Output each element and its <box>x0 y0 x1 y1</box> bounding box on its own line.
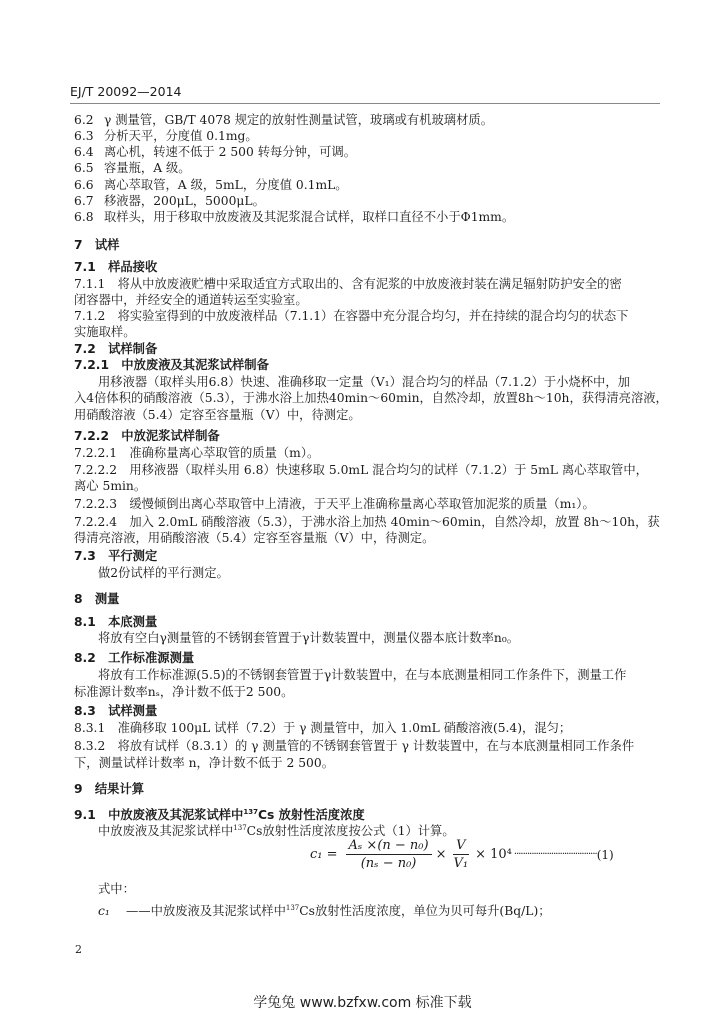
section-8-3-title: 8.3 试样测量 <box>74 704 158 718</box>
section-8-title: 8 测量 <box>74 592 120 606</box>
item-6-3: 6.3 分析天平，分度值 0.1mg。 <box>74 129 258 143</box>
para-7-2-2-2-l1: 7.2.2.2 用移液器（取样头用 6.8）快速移取 5.0mL 混合均匀的试样（7.1.2）于 5mL 离心萃取管中， <box>74 463 648 477</box>
section-7-title: 7 试样 <box>74 238 120 252</box>
para-8-1: 将放有空白γ测量管的不锈钢套管置于γ计数装置中，测量仪器本底计数率n₀。 <box>98 631 520 645</box>
para-7-2-1-l1: 用移液器（取样头用6.8）快速、准确移取一定量（V₁）混合均匀的样品（7.1.2）于小烧杯中，加 <box>98 375 630 389</box>
item-6-2: 6.2 γ 测量管，GB/T 4078 规定的放射性测量试管，玻璃或有机玻璃材质。 <box>74 113 493 127</box>
section-8-1-title: 8.1 本底测量 <box>74 615 158 629</box>
para-8-3-2-l1: 8.3.2 将放有试样（8.3.1）的 γ 测量管的不锈钢套管置于 γ 计数装置中，在与本底测量相同工作条件 <box>74 739 635 753</box>
para-8-3-2-l2: 下，测量试样计数率 n，净计数不低于 2 500。 <box>74 756 334 770</box>
para-8-2-l2: 标准源计数率nₛ，净计数不低于2 500。 <box>74 685 294 699</box>
para-9-1: 中放废液及其泥浆试样中$^{137}$Cs放射性活度浓度按公式（1）计算。 <box>98 824 455 839</box>
para-7-2-2-2-l2: 离心 5min。 <box>74 479 147 493</box>
formula-tail: × 10⁴ <box>475 847 512 862</box>
para-8-2-l1: 将放有工作标准源(5.5)的不锈钢套管置于γ计数装置中，在与本底测量相同工作条件下，测量工作 <box>98 668 627 682</box>
formula-number: (1) <box>596 847 614 862</box>
formula-fraction-2: $\frac{V}{\text{V₁}}$ <box>453 838 469 871</box>
footer-watermark: 学兔兔 www.bzfxw.com 标准下载 <box>253 995 472 1011</box>
item-6-6: 6.6 离心萃取管，A 级，5mL，分度值 0.1mL。 <box>74 178 348 192</box>
item-6-4: 6.4 离心机，转速不低于 2 500 转每分钟，可调。 <box>74 145 357 159</box>
para-8-3-1: 8.3.1 准确移取 100μL 试样（7.2）于 γ 测量管中，加入 1.0mL 硝酸溶液(5.4)，混匀； <box>74 721 572 735</box>
para-7-2-2-4-l2: 得清亮溶液，用硝酸溶液（5.4）定容至容量瓶（V）中，待测定。 <box>74 531 435 545</box>
para-7-2-2-3: 7.2.2.3 缓慢倾倒出离心萃取管中上清液，于天平上准确称量离心萃取管加泥浆的质量（m₁）。 <box>74 497 595 511</box>
section-7-2-1-title: 7.2.1 中放废液及其泥浆试样制备 <box>74 358 269 372</box>
header-rule <box>70 103 660 104</box>
formula-leader: ······································ <box>513 849 597 860</box>
para-7-1-2-l1: 7.1.2 将实验室得到的中放废液样品（7.1.1）在容器中充分混合均匀，并在持续的混合均匀的状态下 <box>74 309 629 323</box>
para-7-2-1-l2: 入4倍体积的硝酸溶液（5.3），于沸水浴上加热40min～60min，自然冷却，放置8h～10h，获得清亮溶液， <box>74 391 668 405</box>
item-6-8: 6.8 取样头，用于移取中放废液及其泥浆混合试样，取样口直径不小于Φ1mm。 <box>74 210 515 224</box>
para-7-2-1-l3: 用硝酸溶液（5.4）定容至容量瓶（V）中，待测定。 <box>74 408 361 422</box>
para-7-2-2-4-l1: 7.2.2.4 加入 2.0mL 硝酸溶液（5.3），于沸水浴上加热 40min～60min，自然冷却，放置 8h～10h，获 <box>74 515 660 529</box>
para-7-2-2-1: 7.2.2.1 准确称量离心萃取管的质量（m）。 <box>74 446 320 460</box>
section-7-2-title: 7.2 试样制备 <box>74 342 158 356</box>
where-label: 式中： <box>98 882 135 896</box>
item-6-5: 6.5 容量瓶，A 级。 <box>74 161 191 175</box>
page-number: 2 <box>75 943 82 956</box>
section-9-title: 9 结果计算 <box>74 782 145 796</box>
para-7-3: 做2份试样的平行测定。 <box>98 566 229 580</box>
formula-lhs: c₁ = <box>310 847 338 862</box>
section-7-1-title: 7.1 样品接收 <box>74 260 158 274</box>
para-7-1-2-l2: 实施取样。 <box>74 325 136 339</box>
doc-code: EJ/T 20092—2014 <box>70 84 182 99</box>
formula-1: c₁ = $\frac{\text{Aₛ ×(n − n₀)}}{\text{(nₛ − n₀)}}$ × $\frac{V}{\text{V₁}}$ × 10⁴ ······································ (1) <box>310 838 614 871</box>
section-9-1-title: 9.1 中放废液及其泥浆试样中$^{137}$Cs 放射性活度浓度 <box>74 808 365 823</box>
item-6-7: 6.7 移液器，200μL，5000μL。 <box>74 194 265 208</box>
formula-fraction-1: $\frac{\text{Aₛ ×(n − n₀)}}{\text{(nₛ − n₀)}}$ <box>346 838 432 871</box>
para-7-1-1-l2: 闭容器中，并经安全的通道转运至实验室。 <box>74 293 308 307</box>
para-7-1-1-l1: 7.1.1 将从中放废液贮槽中采取适宜方式取出的、含有泥浆的中放废液封装在满足辐射防护安全的密 <box>74 277 622 291</box>
def-c1: c₁ ——中放废液及其泥浆试样中$^{137}$Cs放射性活度浓度，单位为贝可每升(Bq/L)； <box>98 904 551 919</box>
section-7-2-2-title: 7.2.2 中放泥浆试样制备 <box>74 429 220 443</box>
section-8-2-title: 8.2 工作标准源测量 <box>74 651 195 665</box>
section-7-3-title: 7.3 平行测定 <box>74 549 158 563</box>
